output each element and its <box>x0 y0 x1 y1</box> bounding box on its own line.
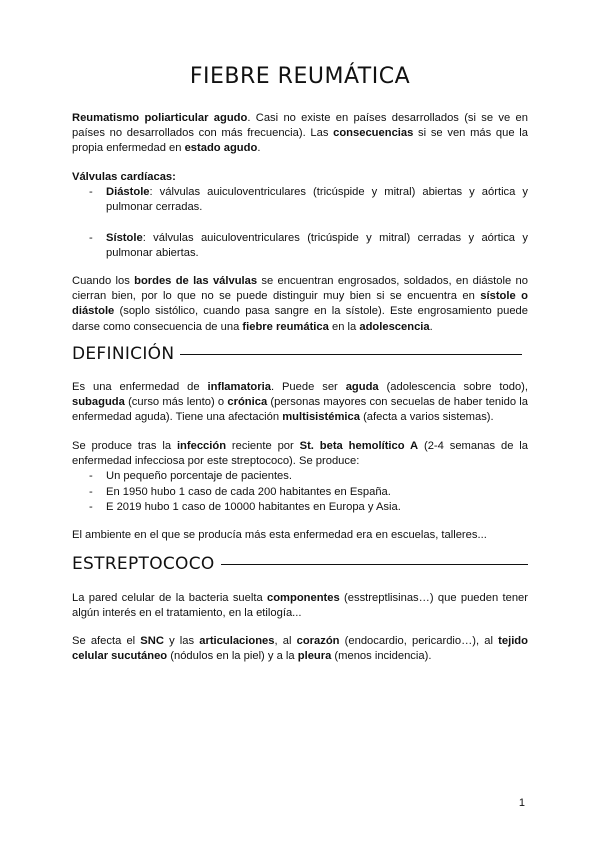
valvulas-heading: Válvulas cardíacas: <box>72 171 176 183</box>
list-item: - En 1950 hubo 1 caso de cada 200 habitantes en España. <box>72 485 528 500</box>
estreptococo-paragraph-2: Se afecta el SNC y las articulaciones, al corazón (endocardio, pericardio…), al tejido celular sucutáneo (nódulos en la piel) y a la pleura (menos incidencia). <box>72 635 528 663</box>
list-item: - Sístole: válvulas auiculoventriculares (tricúspide y mitral) cerradas y aórtica y pulmonar abiertas. <box>72 231 528 261</box>
bordes-paragraph: Cuando los bordes de las válvulas se encuentran engrosados, soldados, en diástole no cierran bien, por lo que no se puede distinguir muy bien si se encuentra en sístole o diástole (soplo sistólico, cuando pasa sangre en la sístole). Este engrosamiento puede darse como consecuencia de una fiebre reumática en la adolescencia. <box>72 275 528 333</box>
valvulas-section <box>72 170 528 261</box>
intro-paragraph: Reumatismo poliarticular agudo. Casi no existe en países desarrollados (si se ve en países no desarrollados con más frecuencia). Las consecuencias si se ven más que la propia enfermedad en estado agudo. <box>72 112 528 155</box>
estreptococo-heading: ESTREPTOCOCO <box>72 554 528 574</box>
intro-term: Reumatismo poliarticular agudo <box>72 112 248 124</box>
definicion-paragraph-2: Se produce tras la infección reciente por St. beta hemolítico A (2-4 semanas de la enfermedad infecciosa por este streptococo). Se produce: - Un pequeño porcentaje de pacientes. - En 1950 hubo 1 caso de cada 200 habitantes en España. - E 2019 hubo 1 caso de 10000 habitantes en Europa y Asia. <box>72 439 528 515</box>
definicion-heading: DEFINICIÓN <box>72 344 528 364</box>
estreptococo-paragraph-1: La pared celular de la bacteria suelta componentes (esstreptlisinas…) que pueden tener algún interés en el tratamiento, en la etilogía... <box>72 592 528 620</box>
list-item: - E 2019 hubo 1 caso de 10000 habitantes en Europa y Asia. <box>72 500 528 515</box>
valvulas-list <box>72 185 528 261</box>
definicion-paragraph-3: El ambiente en el que se producía más esta enfermedad era en escuelas, talleres... <box>72 529 487 541</box>
definicion-list <box>72 469 528 515</box>
document-page <box>72 0 528 848</box>
heading-rule <box>180 354 522 355</box>
list-item: - Diástole: válvulas auiculoventriculares (tricúspide y mitral) abiertas y aórtica y pulmonar cerradas. <box>72 185 528 215</box>
heading-rule <box>221 564 528 565</box>
list-item: - Un pequeño porcentaje de pacientes. <box>72 469 528 484</box>
definicion-paragraph-1: Es una enfermedad de inflamatoria. Puede ser aguda (adolescencia sobre todo), subaguda (curso más lento) o crónica (personas mayores con secuelas de haber tenido la enfermedad aguda). Tiene una afectación multisistémica (afecta a varios sistemas). <box>72 381 529 424</box>
page-number: 1 <box>518 797 525 809</box>
page-title: FIEBRE REUMÁTICA <box>189 64 411 89</box>
